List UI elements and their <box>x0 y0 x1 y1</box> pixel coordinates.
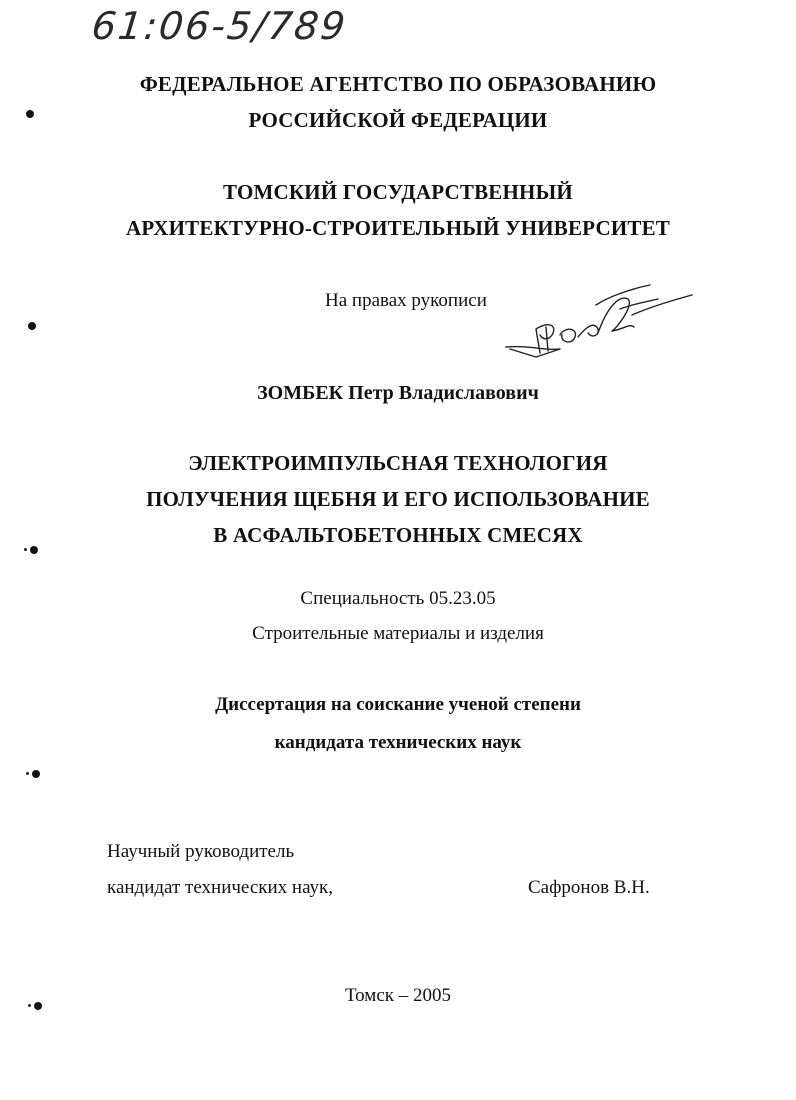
author-name: ЗОМБЕК Петр Владиславович <box>257 382 539 404</box>
punch-hole-2 <box>28 322 36 330</box>
punch-speck-4 <box>26 772 29 775</box>
manuscript-note: На правах рукописи <box>325 290 487 311</box>
title-line-3: В АСФАЛЬТОБЕТОННЫХ СМЕСЯХ <box>213 523 583 547</box>
place-year: Томск – 2005 <box>344 985 451 1006</box>
agency-line-2: РОССИЙСКОЙ ФЕДЕРАЦИИ <box>248 108 548 132</box>
agency-line-1: ФЕДЕРАЛЬНОЕ АГЕНТСТВО ПО ОБРАЗОВАНИЮ <box>139 72 657 96</box>
punch-speck-3 <box>24 548 27 551</box>
punch-hole-4 <box>32 770 40 778</box>
specialty: Специальность 05.23.05 <box>300 588 496 609</box>
supervisor-label: Научный руководитель <box>107 841 295 862</box>
degree-line-2: кандидата технических наук <box>274 732 522 753</box>
supervisor-name: Сафронов В.Н. <box>528 877 650 898</box>
title-line-1: ЭЛЕКТРОИМПУЛЬСНАЯ ТЕХНОЛОГИЯ <box>188 451 608 475</box>
supervisor-title: кандидат технических наук, <box>107 877 334 898</box>
title-line-2: ПОЛУЧЕНИЯ ЩЕБНЯ И ЕГО ИСПОЛЬЗОВАНИЕ <box>146 487 650 511</box>
university-line-1: ТОМСКИЙ ГОСУДАРСТВЕННЫЙ <box>223 180 573 204</box>
university-line-2: АРХИТЕКТУРНО-СТРОИТЕЛЬНЫЙ УНИВЕРСИТЕТ <box>126 216 670 240</box>
degree-line-1: Диссертация на соискание ученой степени <box>215 694 581 715</box>
author-signature <box>500 275 700 365</box>
specialty-name: Строительные материалы и изделия <box>252 623 544 644</box>
archive-code: 61:06-5/789 <box>89 4 350 48</box>
